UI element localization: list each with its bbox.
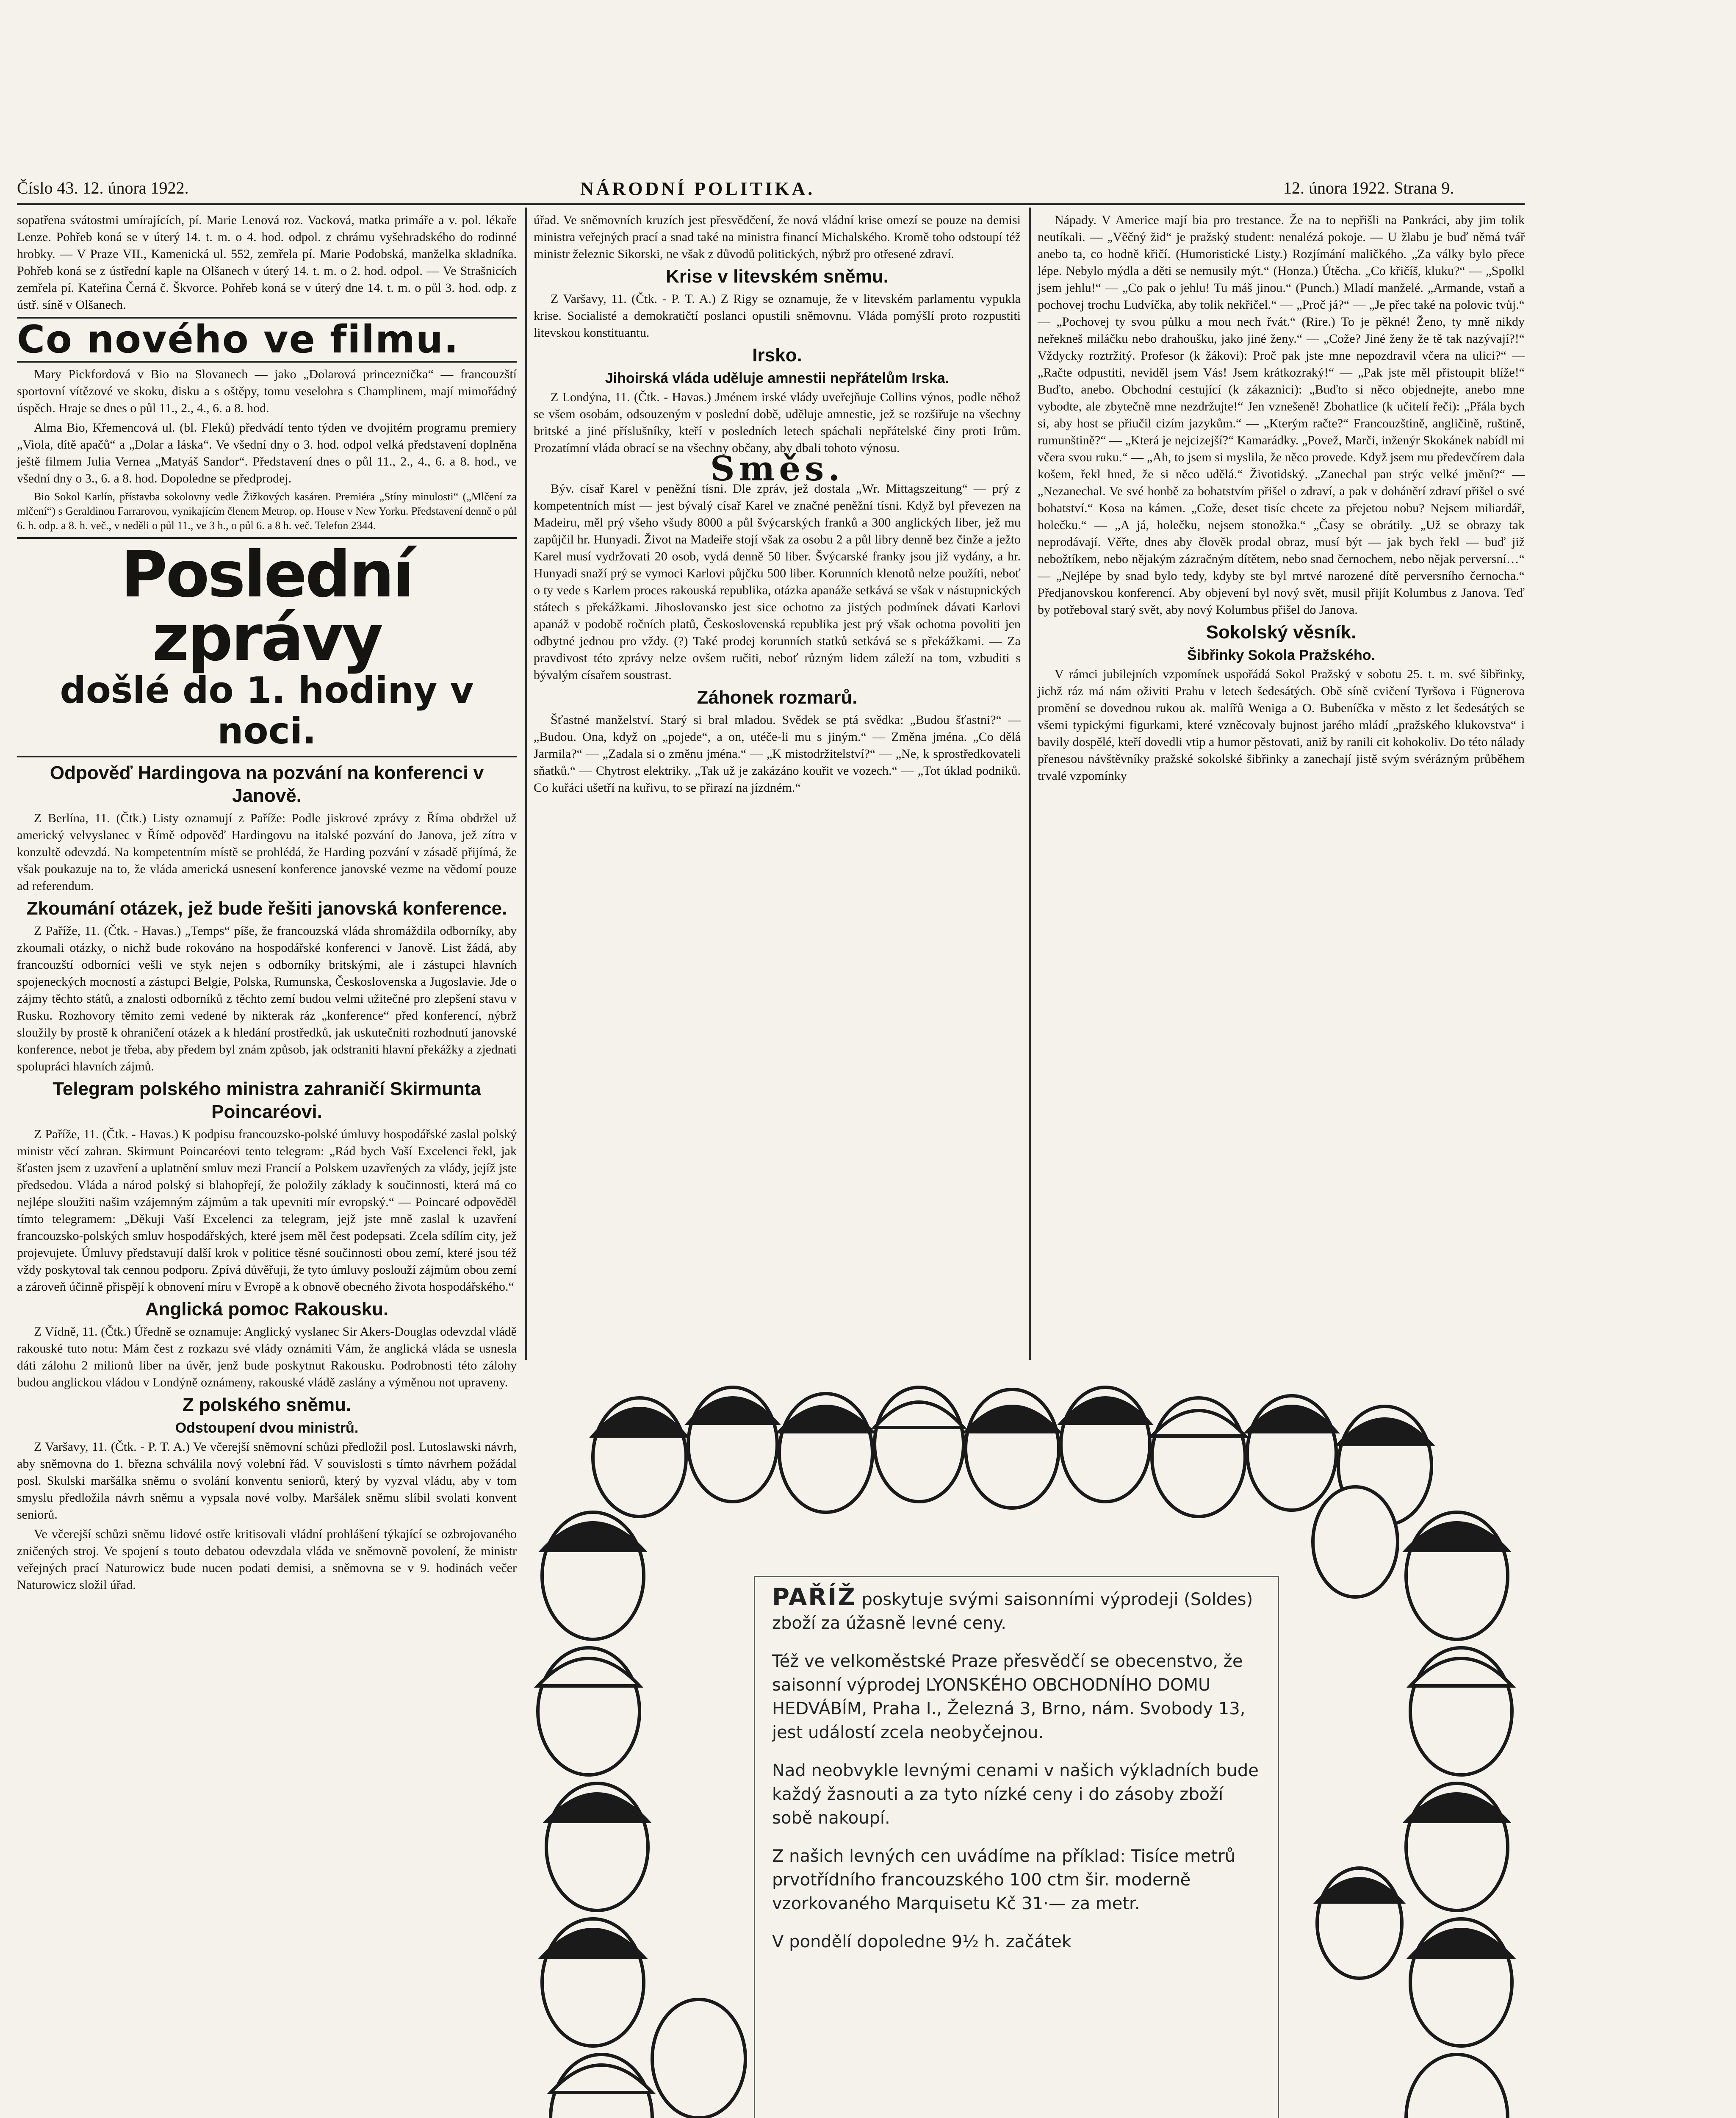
- article-heading: Z polského sněmu.: [182, 1394, 352, 1415]
- article-heading: Zkoumání otázek, jež bude řešiti janovská konference.: [26, 898, 507, 919]
- news-subtitle: došlé do 1. hodiny v noci.: [60, 669, 474, 752]
- film-heading: Co nového ve filmu.: [17, 317, 517, 363]
- obituaries: sopatřena svátostmi umírajících, pí. Marie Lenová roz. Vacková, matka primáře a v. pol. lékaře Lenze. Pohřeb koná se v úterý 14. t. m. o 4. hod. odpol. z chrámu vyšehradského do rodinné hrobky. — V Praze VII., Kamenická ul. 552, zemřela pí. Marie Podobská, manželka skladníka. Pohřeb koná se z ústřední kaple na Olšanech v úterý 14. t. m. o 2. hod. odpol. — Ve Strašnicích zemřela pí. Kateřina Černá č. Škvorce. Pohřeb koná se v úterý dne 14. t. m. o půl 3. hod. odp. z ústř. síně v Olšanech.: [17, 213, 517, 312]
- article-body: Z Varšavy, 11. (Čtk. - P. T. A.) Z Rigy se oznamuje, že v litevském parlamentu vypukla krise. Socialisté a demokratičtí poslanci opustili sněmovnu. Vláda pomýšlí proto rozpustiti litevskou konstituantu.: [534, 292, 1021, 340]
- article-heading: Irsko.: [752, 345, 802, 366]
- column-3: [1038, 212, 1525, 787]
- article-heading: Záhonek rozmarů.: [697, 687, 858, 708]
- ad-text: poskytuje svými saisonními výprodeji (Soldes) zboží za úžasně levné ceny.: [772, 1590, 1253, 1633]
- article-body: Z Londýna, 11. (Čtk. - Havas.) Jménem irské vlády uveřejňuje Collins výnos, podle něhož se všem osobám, odsouzeným v poslední době, uděluje amnestie, jež se rozšiřuje na všechny britské a jiné příslušníky, kteří v posledních letech spáchali nepřátelské činy proti Irům. Prozatímní vláda obrací se na všechny občany, aby dbali tohoto výnosu.: [534, 390, 1021, 455]
- news-title: Poslední zprávy: [121, 538, 413, 675]
- article-body: Z Varšavy, 11. (Čtk. - P. T. A.) Ve včerejší sněmovní schůzi předložil posl. Lutoslawski návrh, aby sněmovna do 1. března schválila nový volební řád. V souvislosti s tímto návrhem požádal posl. Skulski maršálka sněmu o svolání konventu seniorů, který by vyzval vládu, aby v tom smyslu předložila návrh sněmu a vypsala nové volby. Maršálek sněmu slíbil svolati konvent seniorů.: [17, 1440, 517, 1522]
- article-body: V rámci jubilejních vzpomínek uspořádá Sokol Pražský v sobotu 25. t. m. své šibřinky, jichž ráz má nám oživiti Prahu v letech šedesátých. Obě síně cvičení Tyršova i Fügnerova promění se dovednou rukou ak. malířů Weniga a O. Bubeníčka v město z let šedesátých se všemi typickými figurkami, které vzněcovaly bujnost jarého mládí „pražského klukovstva“ i bavily dospělé, kteří dovedli vtip a humor pěstovati, aniž by ranili cit kohokoliv. Do této nálady přenesou návštěvníky pražské sokolské šibřinky a zanechají jistě svým svérázným průběhem trvalé vzpomínky: [1038, 667, 1525, 783]
- issue-number: Číslo 43. 12. února 1922.: [17, 178, 189, 197]
- section-heading-smes: Směs.: [710, 449, 844, 488]
- film-paragraph: Mary Pickfordová v Bio na Slovanech — jako „Dolarová princeznička“ — francouzští sportovní vítězové ve skoku, disku a s oštěpy, tomu veselohra s Champlinem, mají mimořádný úspěch. Hraje se dnes o půl 11., 2., 4., 6. a 8. hod.: [17, 367, 517, 415]
- advertisement: [529, 1372, 1525, 2118]
- article-body: úřad. Ve sněmovních kruzích jest přesvědčení, že nová vládní krise omezí se pouze na demisi ministra veřejných prací a snad také na ministra financí Michalského. Kromě toho odstoupí též ministr železnic Sikorski, ne však z důvodů politických, nýbrž pro otřesené zdraví.: [534, 213, 1021, 261]
- page-date: 12. února 1922. Strana 9.: [1283, 178, 1454, 197]
- divider: [17, 756, 517, 757]
- film-paragraph: Alma Bio, Křemencová ul. (bl. Fleků) předvádí tento týden ve dvojitém programu premiery „Viola, dítě apačů“ a „Dolar a láska“. Ve všední dny o 3. hod. odpol velká představení doplněna ještě filmem Julia Vernea „Matyáš Sandor“. Představení dnes o půl 11., 2., 4., 6. a 8. hod., ve všední dny o 3., 6. a 8. hod. Dopoledne se předprodej.: [17, 421, 517, 485]
- article-body: Z Paříže, 11. (Čtk. - Havas.) K podpisu francouzsko-polské úmluvy hospodářské zaslal polský ministr věcí zahran. Skirmunt Poincaréovi tento telegram: „Rád bych Vaší Excelenci řekl, jak šťasten jsem z uzavření a uplatnění smluv mezi Francií a Polskem uzavřených za vlády, jejíž jste předsedou. Vláda a národ polský si blahopřejí, že položily základy k součinnosti, která má co nejlépe sloužiti našim vzájemným zájmům a tak upevniti mír evropský.“ — Poincaré odpověděl tímto telegramem: „Děkuji Vaší Excelenci za telegram, jejž jste mně zaslal k uzavření francouzsko-polských smluv hospodářských, které jsem měl čest podepsati. Zcela sdílím city, jež projevujete. Úmluvy představují další krok v politice těsné součinnosti obou zemí, které jsou též vždy poskytoval tak cennou podporu. Zpívá důvěřuji, že tyto úmluvy poslouží zájmům obou zemí a zároveň účinně přispějí k obnovení míru v Evropě a k obnově obecného života hospodářského.“: [17, 1127, 517, 1294]
- page-header: [17, 178, 1525, 205]
- article-heading: Telegram polského ministra zahraničí Skirmunta Poincaréovi.: [53, 1078, 481, 1122]
- humor-section: Nápady. V Americe mají bia pro trestance. Že na to nepřišli na Pankráci, aby jim tolik neutíkali. — „Věčný žid“ je pražský student: nenalézá pokoje. — U žlabu je buď němá tvář anebo ta, co hodně křičí. (Humoristické Listy.) Rozjímání maličkého. „Za války bylo přece lépe. Nebylo mýdla a děti se nemusily mýt.“ (Honza.) Útěcha. „Co křičíš, kluku?“ — „Spolkl jsem jehlu!“ — „Co pak o jehlu! Tu máš jinou.“ (Punch.) Mladí manželé. „Armande, vstaň a pochovej trochu Ludvíčka, aby tolik nekřičel.“ — „Proč já?“ — „Je přec také na polovic tvůj.“ — „Pochovej ty svou půlku a mou nech řvát.“ (Rire.) To je pěkné! Ženo, ty mně nikdy neřekneš miláčku nebo drahoušku, jako jiné ženy.“ — „Cože? Jiné ženy že tě tak nazývají?!“ Vždycky roztržitý. Profesor (k žákovi): Proč pak jste mne nepozdravil včera na ulici?“ — „Račte odpustiti, neviděl jsem Vás! Jsem krátkozraký!“ — „Pak jste měl přistoupit blíže!“ Buďto, anebo. Obchodní cestující (k zákaznici): „Buďto si něco objednejte, anebo mne vybodte, ale zbytečně mne nezdržujte!“ Jen vznešeně! Zbohatlice (k učitelí řeči): „Přála bych si, aby host se přiučil cizím jazykům.“ — „Kterým račte?“ Francouzštině, angličině, ruštině, rumunštině?“ — „Která je nejcizejší?“ Kamarádky. „Povež, Marči, inženýr Skokánek nabídl mi včera svou ruku.“ — „Ah, to jsem si myslila, že něco provede. Když jsem mu předevčírem dala košem, řekl hned, že si něco udělá.“ Životidský. „Zanechal pan strýc velké jmění?“ — „Nezanechal. Ve své honbě za bohatstvím přišel o zdraví, a pak v doháněrí zdraví přišel o své bohatství.“ Kosa na kámen. „Cože, deset tisíc chcete za přejetou nobu? Nejsem miliardář, holečku.“ — „A já, holečku, nejsem stonožka.“ „Časy se obrátily. „Už se obrazy tak neprodávají. Věřte, dnes aby člověk prodal obraz, musí být — jak bych řekl — buď již nebožtíkem, nebo nějakým zázračným dítětem, nebo snad černochem, nebo nějak perversní…“ — „Nejlépe by snad bylo tedy, kdyby ste byl mrtvé narozené dítě perversního černocha.“ Předjanovskou konferencí. Aby objevení byl nový svět, musil přijít Kolumbus z Janova. Teď by potřeboval starý svět, aby nový Kolumbus přišel do Janova.: [1038, 213, 1525, 617]
- article-body: Z Vídně, 11. (Čtk.) Úředně se oznamuje: Anglický vyslanec Sir Akers-Douglas odevzdal vládě rakouské tuto notu: Mám čest z rozkazu své vlády oznámiti Vám, že anglická vláda se usnesla dáti zálohu 2 milionů liber na úvěr, jenž bude poskytnut Rakousku. Podrobnosti této zálohy budou anglickou vládou v Londýně oznámeny, rakouské vládě zaslány a výměnou not upraveny.: [17, 1325, 517, 1389]
- film-paragraph: Bio Sokol Karlín, přístavba sokolovny vedle Žižkových kasáren. Premiéra „Stíny minulosti“ („Mlčení za mlčení“) s Geraldinou Farrarovou, vynikajícím členem Metrop. op. House v New Yorku. Představení denně o půl 6. h. odp. a 8. h. več., v neděli o půl 11., ve 3 h., o půl 6. a 8 h. več. Telefon 2344.: [17, 491, 517, 532]
- article-body: Z Paříže, 11. (Čtk. - Havas.) „Temps“ píše, že francouzská vláda shromáždila odborníky, aby zkoumali otázky, o nichž bude rokováno na hospodářské konferenci v Janově. List žádá, aby francouzští odborníci vešli ve styk nejen s odborníky britskými, ale i zástupci hlavních spojeneckých mocností a zástupci Belgie, Polska, Rumunska, Československa a Jugoslavie. Jde o zájmy těchto států, a znalosti odborníků z těchto zemí budou velmi užitečné pro zlepšení stavu v Rusku. Rozhovory těmito zemi vedené by nikterak ráz „konference“ před konferencí, nýbrž sloužily by prostě k ohraničení otázek a k hledání prostředků, jak uskutečniti rozhodnutí janovské konference, nebot je třeba, aby předem byl znám způsob, jak odstraniti hlavní překážky a zjednati spolupráci hlavních zájmů.: [17, 924, 517, 1073]
- article-body: Býv. císař Karel v peněžní tísni. Dle zpráv, jež dostala „Wr. Mittagszeitung“ — prý z kompetentních míst — jest bývalý císař Karel ve značné peněžní tísni. Když byl převezen na Madeiru, měl prý všeho všudy 8000 a půl švýcarských franků a 300 anglických liber, jež mu zapůjčil hr. Hunyadi. Život na Madeiře stojí však za osobu 2 a půl libry denně bez činže a ježto Karel musí vydržovati 20 osob, vydá denně 50 liber. Švýcarské franky jsou již vydány, a hr. Hunyadi snaží prý se vymoci Karlovi půjčku 500 liber. Korunních klenotů nelze použíti, neboť o ty vede s Karlem proces rakouská republika, otázka apanáže setkává se však v nástupnických státech s překážkami. Jihoslovansko jest sice ochotno za jistých podmínek dávati Karlovi apanáž v podobě ročních platů, Československá republika jest prý však ochotna povoliti jen odbytné jednou pro vždy. (?) Také prodej korunních statků setkává se s překážkami. — Za pravdivost této zprávy nelze ovšem ručiti, neboť různým lidem záleží na tom, vzbuditi s bývalým císařem soustrast.: [534, 482, 1021, 682]
- masthead: NÁRODNÍ POLITIKA.: [580, 178, 815, 199]
- ad-text: V pondělí dopoledne 9½ h. začátek: [772, 1932, 1072, 1952]
- column-rule-1: [525, 208, 527, 1360]
- article-subheading: Jihoirská vláda uděluje amnestii nepřátelům Irska.: [605, 370, 950, 386]
- column-rule-2: [1029, 208, 1031, 1360]
- article-body: Ve včerejší schůzi sněmu lidové ostře kritisovali vládní prohlášení týkající se ozbrojovaného zničených stroj. Ve spojení s touto debatou odevzdala vláda ve sněmovně povolení, že ministr veřejných prací Naturowicz bude nucen podati demisi, a sněmovna se v 9. hodinách večer Naturowicz složil úřad.: [17, 1527, 517, 1592]
- article-body: Šťastné manželství. Starý si bral mladou. Svědek se ptá svědka: „Budou šťastni?“ — „Budou. Ona, když on „pojede“, a on, utéče-li mu s jiným.“ — Změna jména. „Co dělá Jarmila?“ — „Zadala si o změnu jména.“ — „K mistodržitelství?“ — „Ne, k sprostředkovateli sňatků.“ — Chytrost elektriky. „Tak už je zakázáno kouřit ve vozech.“ — „Tot úklad podniků. Co kuřáci ušetří na kuřivu, to se přirazí na jízdném.“: [534, 713, 1021, 795]
- article-heading: Krise v litevském sněmu.: [666, 266, 889, 287]
- ad-text: Též ve velkoměstské Praze přesvědčí se obecenstvo, že saisonní výprodej LYONSKÉHO OBCHODNÍHO DOMU HEDVÁBÍM, Praha I., Železná 3, Brno, nám. Svobody 13, jest událostí zcela neobyčejnou.: [772, 1652, 1246, 1742]
- article-heading: Sokolský věsník.: [1206, 622, 1357, 643]
- article-heading: Odpověď Hardingova na pozvání na konferenci v Janově.: [50, 762, 484, 806]
- article-subheading: Odstoupení dvou ministrů.: [175, 1420, 359, 1436]
- ad-text: Nad neobvykle levnými cenami v našich výkladních bude každý žasnouti a za tyto nízké ceny i do zásoby zboží sobě nakoupí.: [772, 1761, 1259, 1828]
- article-body: Z Berlína, 11. (Čtk.) Listy oznamují z Paříže: Podle jiskrové zprávy z Říma obdržel už americký velvyslanec v Římě odpověď Hardingovu na italské pozvání do Janova, jež zítra v konzultě odevzdá. Na kompetentním místě se prohlédá, že Harding pozvání v zásadě přijímá, že však poukazuje na to, že vláda americká usnesení konference janovské vezme na vědomí pouze ad referendum.: [17, 811, 517, 893]
- advertisement-text: [754, 1576, 1279, 2118]
- article-heading: Anglická pomoc Rakousku.: [145, 1299, 389, 1320]
- column-1: [17, 212, 517, 1596]
- ad-text: Z našich levných cen uvádíme na příklad: Tisíce metrů prvotřídního francouzského 100 ctm šir. moderně vzorkovaného Marquisetu Kč 31·— za metr.: [772, 1846, 1236, 1913]
- column-2: [534, 212, 1021, 799]
- article-subheading: Šibřinky Sokola Pražského.: [1187, 647, 1376, 663]
- ad-brand: PAŘÍŽ: [772, 1583, 856, 1611]
